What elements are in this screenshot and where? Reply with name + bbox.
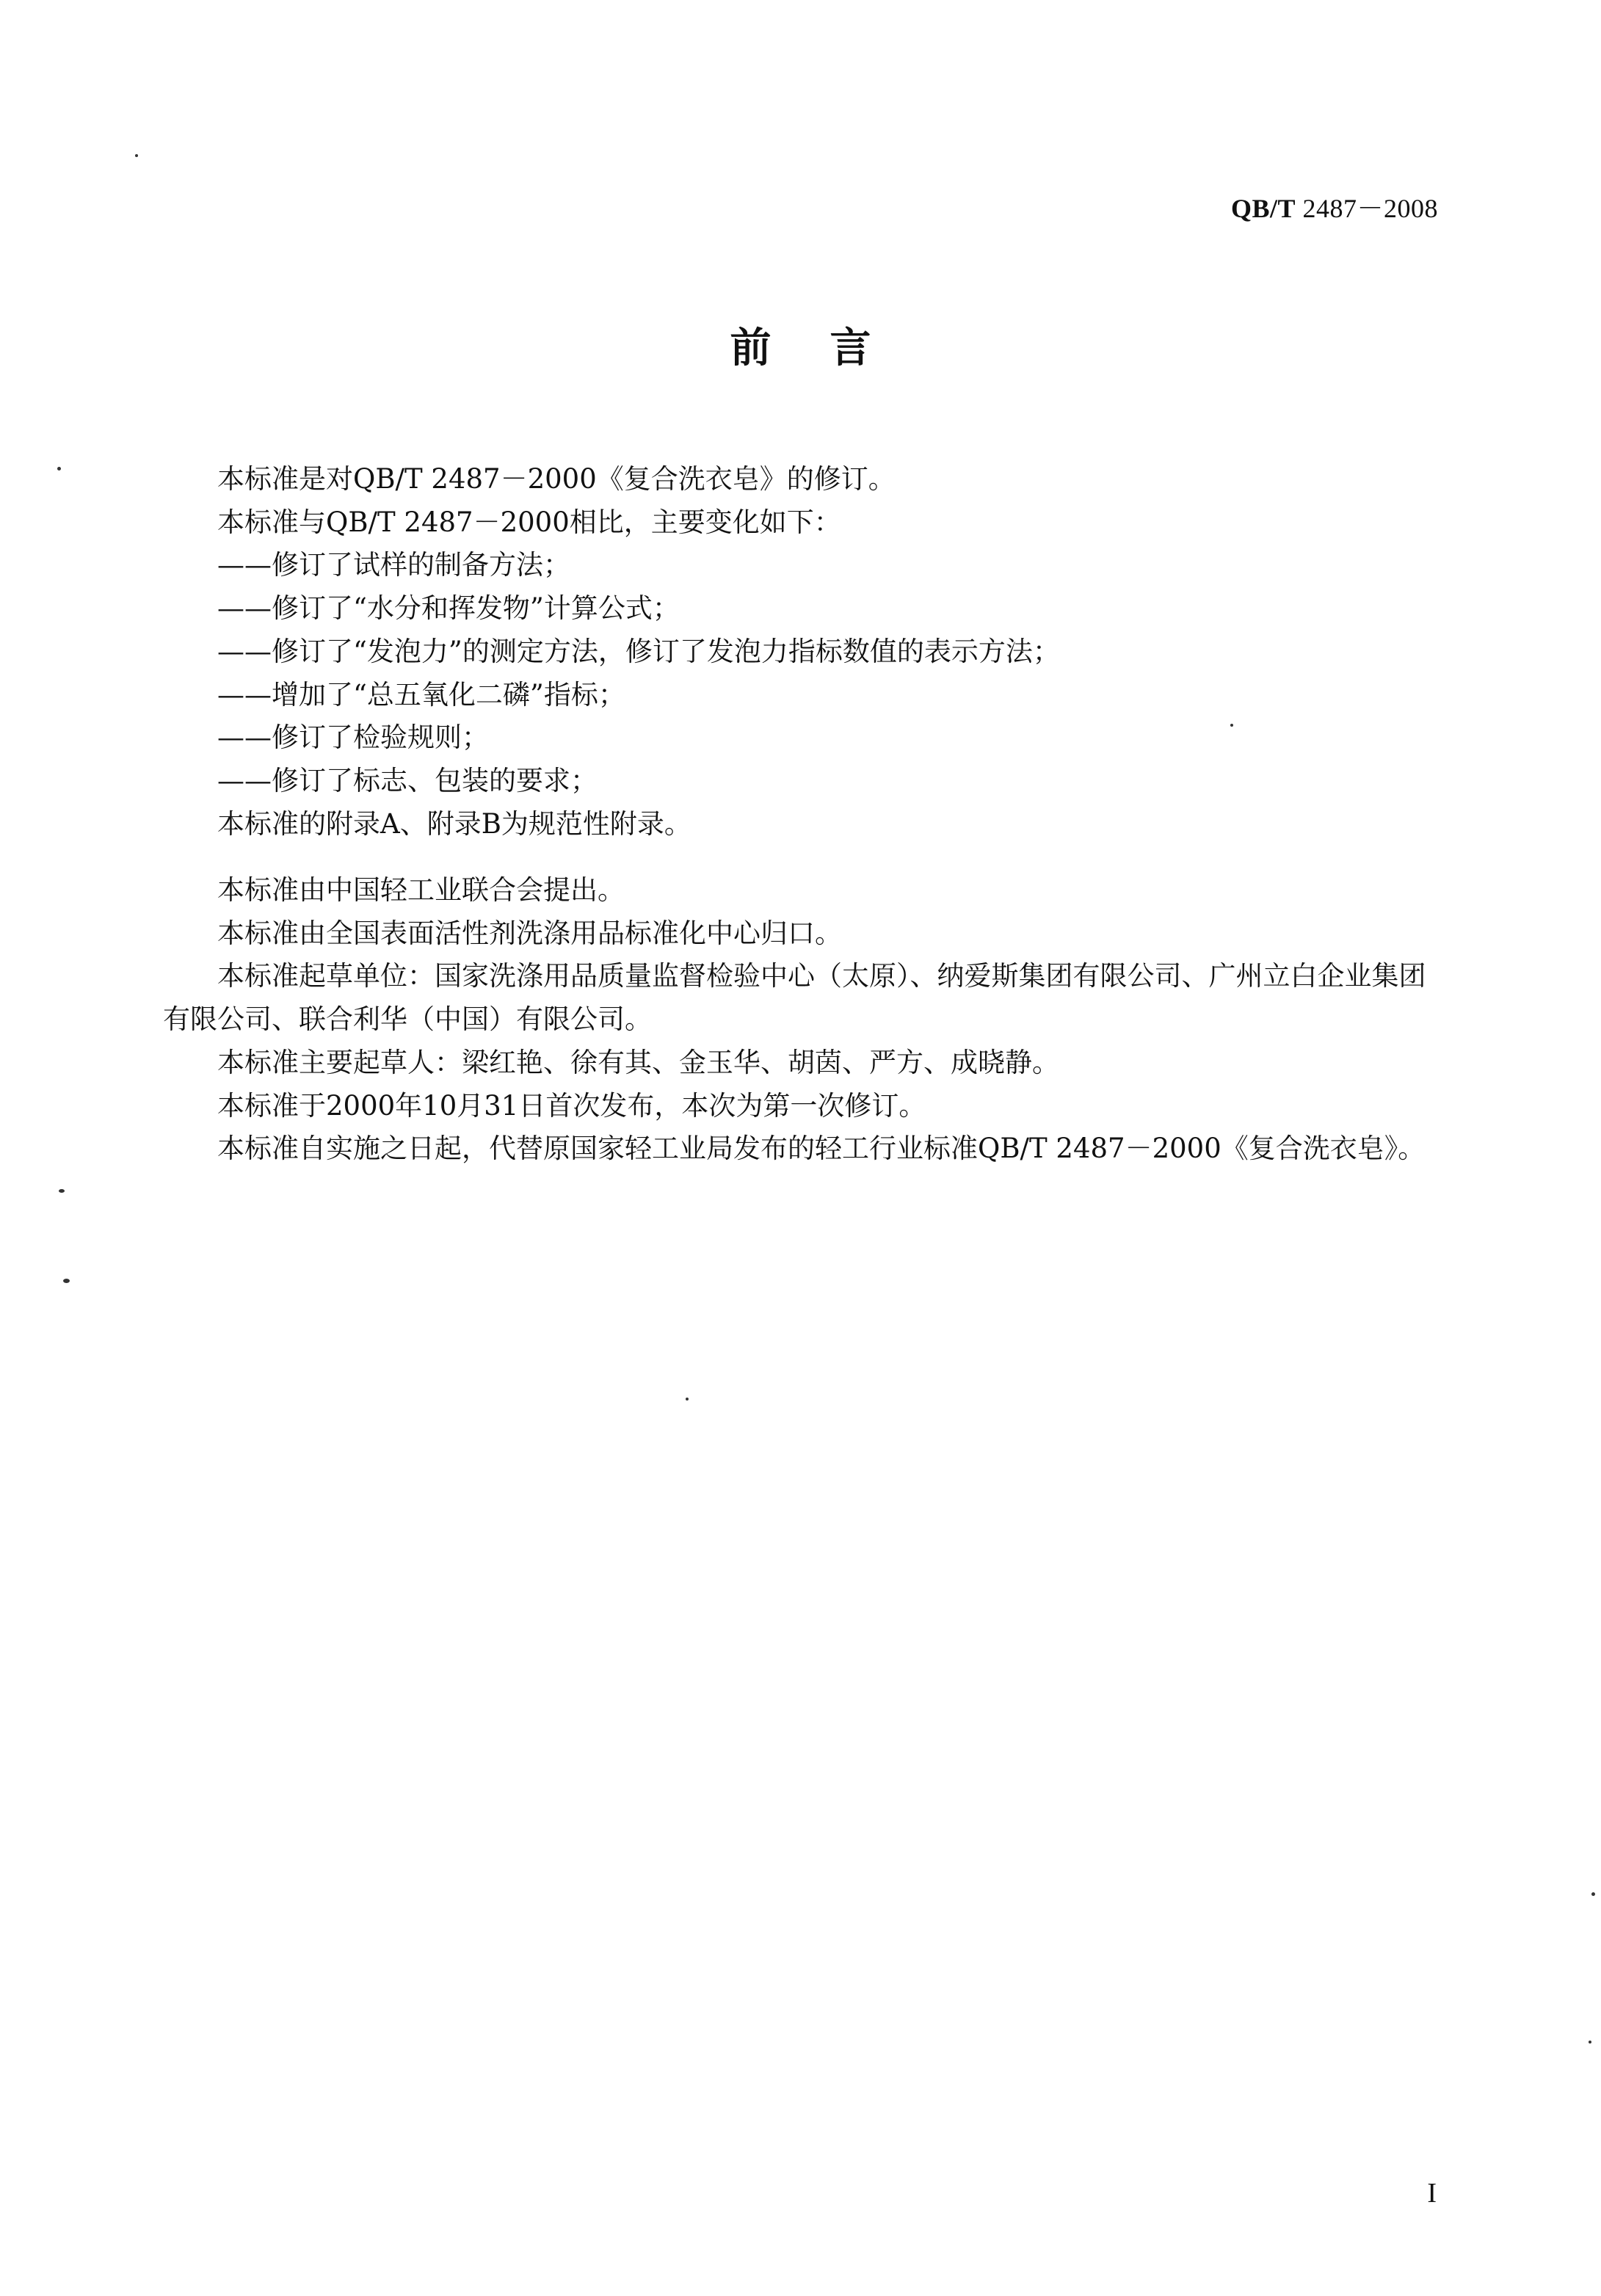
centralized-paragraph: 本标准由全国表面活性剂洗涤用品标准化中心归口。 (217, 917, 842, 949)
paragraph-2: 本标准与QB/T 2487－2000相比，主要变化如下： (217, 506, 841, 538)
paragraph-1: 本标准是对QB/T 2487－2000《复合洗衣皂》的修订。 (217, 463, 896, 495)
change-item-1: ——修订了试样的制备方法； (217, 549, 570, 581)
appendix-note: 本标准的附录A、附录B为规范性附录。 (217, 807, 691, 840)
change-item-4: ——增加了“总五氧化二磷”指标； (217, 678, 625, 711)
scan-speck (1591, 1892, 1595, 1896)
replacement-paragraph: 本标准自实施之日起，代替原国家轻工业局发布的轻工行业标准QB/T 2487－2000《复合洗衣皂》。 (217, 1133, 1426, 1165)
change-item-2: ——修订了“水分和挥发物”计算公式； (217, 592, 680, 625)
page-title: 前言 (730, 324, 930, 372)
drafting-units-paragraph: 本标准起草单位：国家洗涤用品质量监督检验中心（太原）、纳爱斯集团有限公司、广州立白企业集团有限公司、联合利华（中国）有限公司。 (163, 960, 1426, 1036)
drafters-paragraph: 本标准主要起草人：梁红艳、徐有其、金玉华、胡茵、严方、成晓静。 (217, 1046, 1059, 1078)
scan-speck (59, 1189, 65, 1193)
release-history-paragraph: 本标准于2000年10月31日首次发布，本次为第一次修订。 (217, 1089, 926, 1122)
revision-summary (163, 458, 1440, 846)
page-number: I (1427, 2178, 1437, 2209)
scan-speck (1230, 724, 1233, 727)
scan-speck (135, 154, 138, 157)
proposer-paragraph: 本标准由中国轻工业联合会提出。 (217, 874, 625, 906)
standard-code-prefix: QB/T (1230, 194, 1296, 223)
change-item-6: ——修订了标志、包装的要求； (217, 764, 598, 796)
standard-code-number: 2487－2008 (1302, 194, 1438, 223)
scan-speck (1589, 2041, 1591, 2043)
scan-speck (686, 1398, 689, 1401)
change-item-3: ——修订了“发泡力”的测定方法，修订了发泡力指标数值的表示方法； (217, 635, 1060, 667)
scan-speck (57, 467, 61, 471)
change-item-5: ——修订了检验规则； (217, 722, 489, 754)
standard-code (1231, 188, 1438, 225)
drafting-info (163, 869, 1440, 1171)
scan-speck (63, 1279, 70, 1283)
